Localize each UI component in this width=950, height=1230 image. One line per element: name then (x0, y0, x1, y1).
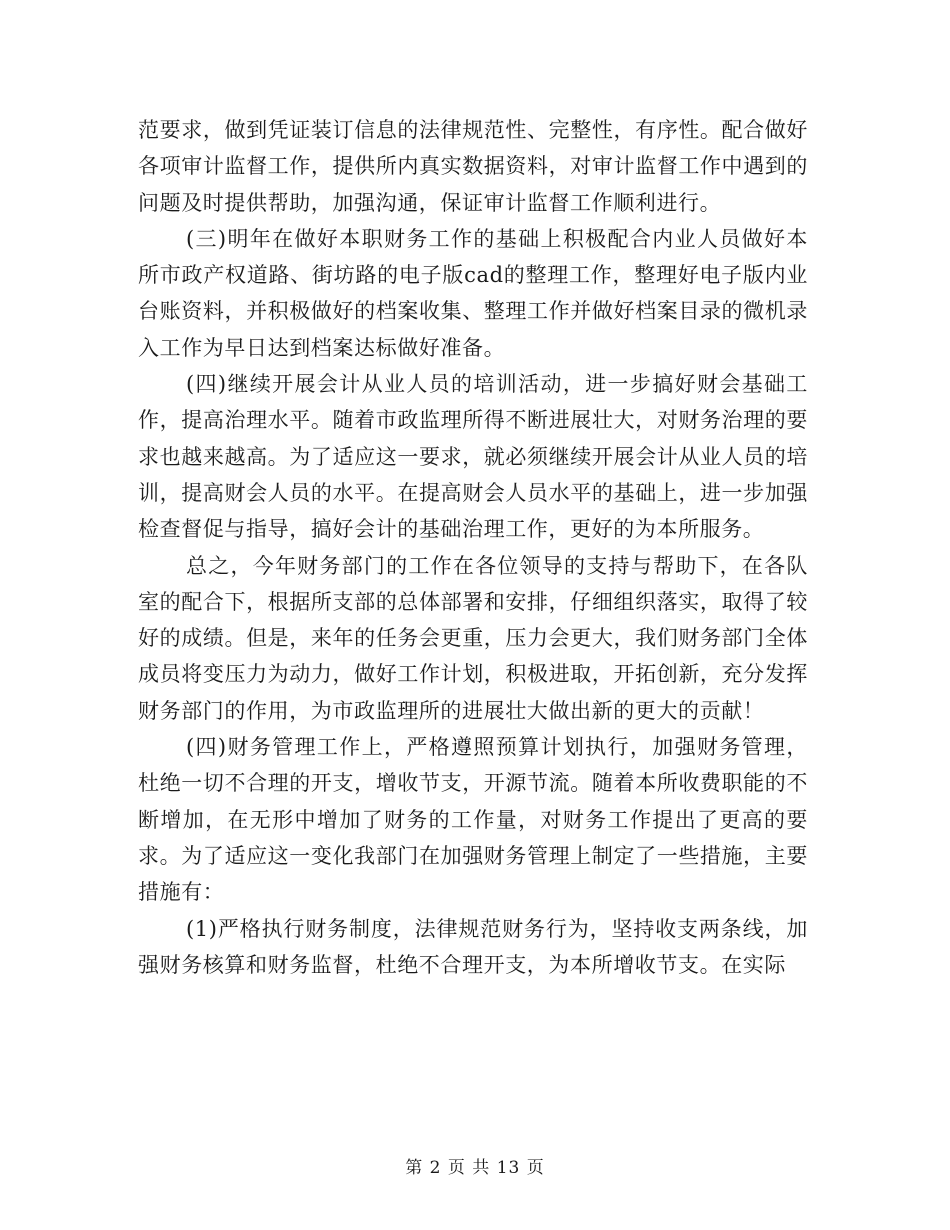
paragraph-item-3: (三)明年在做好本职财务工作的基础上积极配合内业人员做好本所市政产权道路、街坊路的电子版cad的整理工作，整理好电子版内业台账资料，并积极做好的档案收集、整理工作并做好档案目录的微机录入工作为早日达到档案达标做好准备。 (138, 226, 808, 360)
paragraph-summary: 总之，今年财务部门的工作在各位领导的支持与帮助下，在各队室的配合下，根据所支部的总体部署和安排，仔细组织落实，取得了较好的成绩。但是，来年的任务会更重，压力会更大，我们财务部门全体成员将变压力为动力，做好工作计划，积极进取，开拓创新，充分发挥财务部门的作用，为市政监理所的进展壮大做出新的更大的贡献！ (138, 553, 808, 723)
paragraph-financial-management: (四)财务管理工作上，严格遵照预算计划执行，加强财务管理，杜绝一切不合理的开支，增收节支，开源节流。随着本所收费职能的不断增加，在无形中增加了财务的工作量，对财务工作提出了更高的要求。为了适应这一变化我部门在加强财务管理上制定了一些措施，主要措施有： (138, 735, 808, 905)
document-body (138, 112, 808, 983)
paragraph-continued: 范要求，做到凭证装订信息的法律规范性、完整性，有序性。配合做好各项审计监督工作，提供所内真实数据资料，对审计监督工作中遇到的问题及时提供帮助，加强沟通，保证审计监督工作顺利进行。 (138, 118, 808, 215)
paragraph-item-4: (四)继续开展会计从业人员的培训活动，进一步搞好财会基础工作，提高治理水平。随着市政监理所得不断进展壮大，对财务治理的要求也越来越高。为了适应这一要求，就必须继续开展会计从业人员的培训，提高财会人员的水平。在提高财会人员水平的基础上，进一步加强检查督促与指导，搞好会计的基础治理工作，更好的为本所服务。 (138, 372, 808, 542)
page-number-footer: 第 2 页 共 13 页 (405, 1158, 545, 1178)
paragraph-measure-1: (1)严格执行财务制度，法律规范财务行为，坚持收支两条线，加强财务核算和财务监督，杜绝不合理开支，为本所增收节支。在实际 (138, 916, 808, 977)
